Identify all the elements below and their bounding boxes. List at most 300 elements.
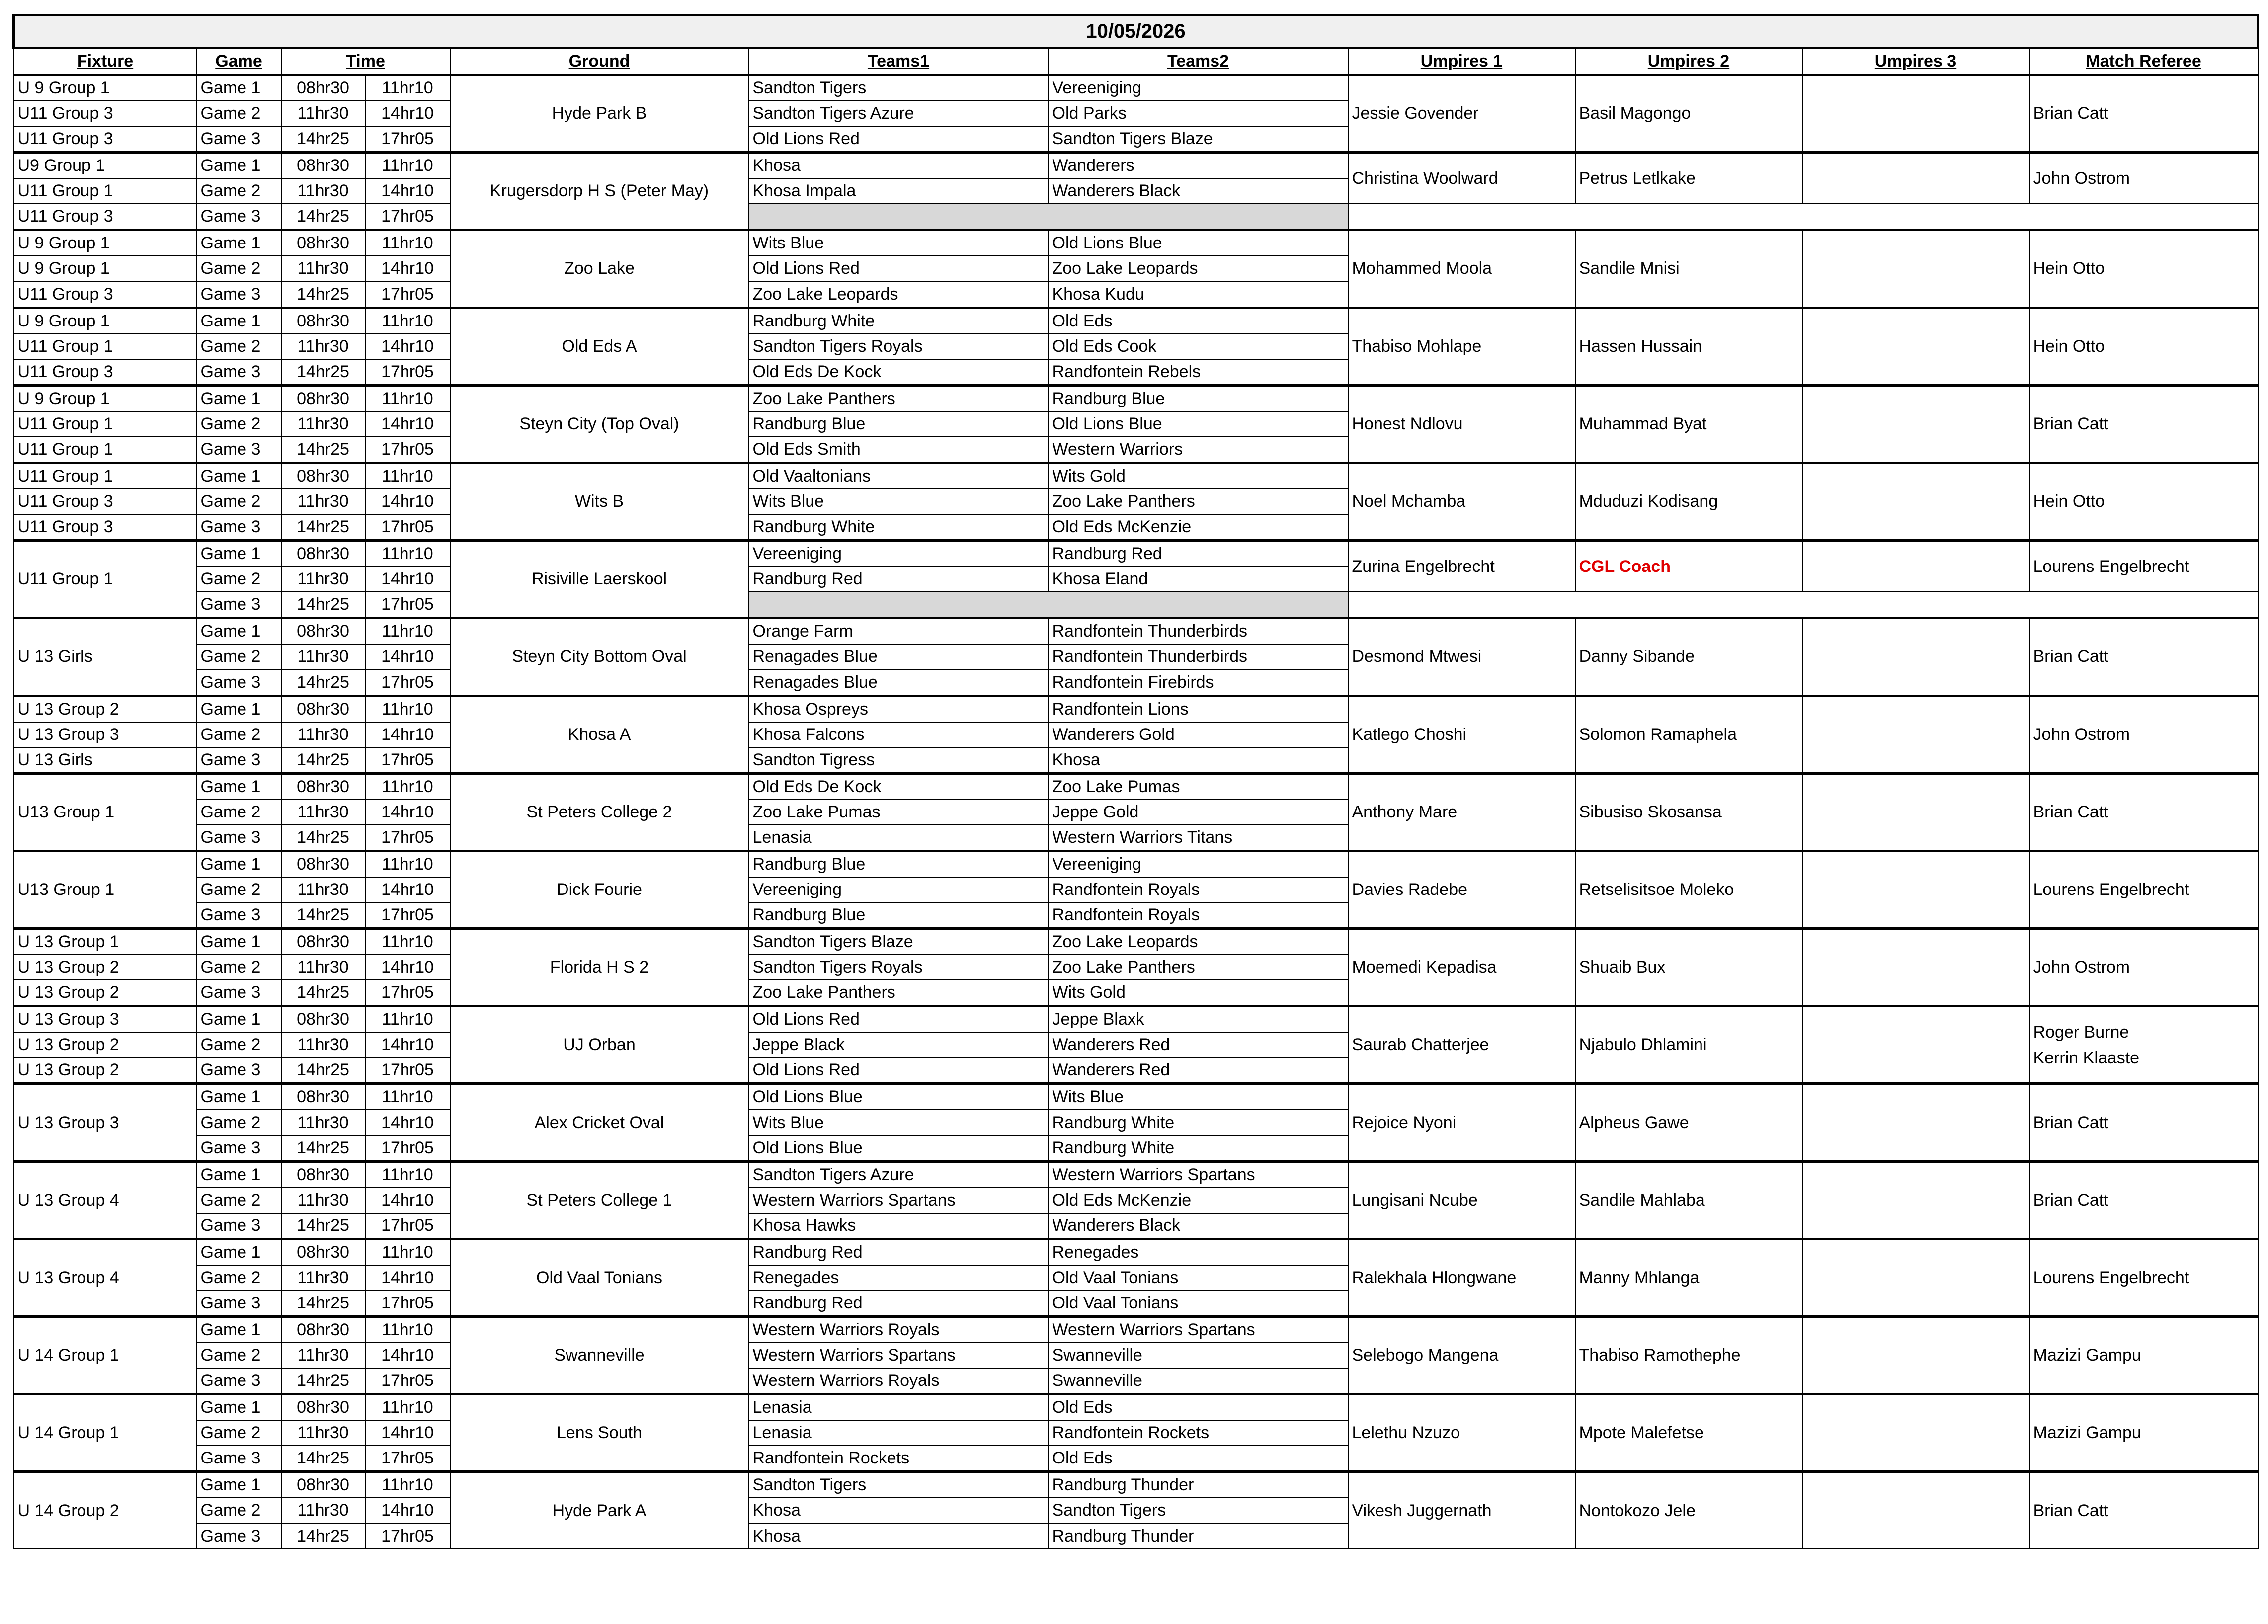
team2-cell: Randfontein Rebels xyxy=(1049,359,1348,386)
fixture-cell: U 14 Group 1 xyxy=(14,1317,197,1394)
team1-cell: Wits Blue xyxy=(749,1110,1049,1135)
team2-cell: Khosa Kudu xyxy=(1049,282,1348,308)
fixture-cell: U 13 Group 3 xyxy=(14,722,197,747)
umpire1-cell: Lelethu Nzuzo xyxy=(1348,1394,1575,1472)
team1-cell: Vereeniging xyxy=(749,877,1049,902)
team2-cell: Western Warriors xyxy=(1049,437,1348,463)
fixture-cell: U 13 Group 2 xyxy=(14,1057,197,1084)
game-cell: Game 1 xyxy=(197,1161,281,1188)
time-end-cell: 17hr05 xyxy=(365,126,450,153)
umpire1-cell: Rejoice Nyoni xyxy=(1348,1084,1575,1161)
time-start-cell: 08hr30 xyxy=(281,1394,365,1421)
game-cell: Game 3 xyxy=(197,359,281,386)
game-cell: Game 3 xyxy=(197,1291,281,1317)
umpire3-cell xyxy=(1802,1394,2029,1472)
game-cell: Game 3 xyxy=(197,1446,281,1472)
umpire2-cell: CGL Coach xyxy=(1575,541,1802,592)
fixture-cell: U11 Group 1 xyxy=(14,334,197,359)
team2-cell: Wanderers Black xyxy=(1049,178,1348,204)
table-row xyxy=(14,385,2258,411)
game-cell: Game 1 xyxy=(197,1084,281,1110)
team2-cell: Wanderers Red xyxy=(1049,1032,1348,1057)
team1-cell: Randburg White xyxy=(749,308,1049,334)
referee-cell: Mazizi Gampu xyxy=(2029,1394,2258,1472)
referee-cell: Lourens Engelbrecht xyxy=(2029,851,2258,928)
umpire1-cell: Saurab Chatterjee xyxy=(1348,1006,1575,1084)
time-end-cell: 11hr10 xyxy=(365,385,450,411)
time-end-cell: 17hr05 xyxy=(365,670,450,696)
fixture-cell: U 9 Group 1 xyxy=(14,308,197,334)
team1-cell: Sandton Tigers Royals xyxy=(749,955,1049,980)
team1-cell: Randburg Red xyxy=(749,1291,1049,1317)
team2-cell: Wanderers Black xyxy=(1049,1213,1348,1239)
game-cell: Game 2 xyxy=(197,101,281,126)
game-cell: Game 1 xyxy=(197,1317,281,1343)
time-start-cell: 14hr25 xyxy=(281,1136,365,1162)
game-cell: Game 1 xyxy=(197,153,281,179)
umpire3-cell xyxy=(1802,851,2029,928)
umpire2-cell: Nontokozo Jele xyxy=(1575,1472,1802,1549)
fixture-cell: U 13 Group 2 xyxy=(14,696,197,722)
team2-cell: Old Lions Blue xyxy=(1049,411,1348,437)
team1-cell: Sandton Tigress xyxy=(749,747,1049,774)
team2-cell: Old Eds McKenzie xyxy=(1049,514,1348,541)
referee-cell: John Ostrom xyxy=(2029,153,2258,204)
umpire1-cell: Lungisani Ncube xyxy=(1348,1161,1575,1239)
game-cell: Game 1 xyxy=(197,851,281,877)
time-end-cell: 14hr10 xyxy=(365,101,450,126)
ground-cell: Zoo Lake xyxy=(450,230,749,308)
time-end-cell: 14hr10 xyxy=(365,644,450,669)
team2-cell: Randfontein Royals xyxy=(1049,877,1348,902)
time-end-cell: 17hr05 xyxy=(365,1524,450,1549)
umpire1-cell: Noel Mchamba xyxy=(1348,463,1575,540)
team2-cell: Wanderers Gold xyxy=(1049,722,1348,747)
time-end-cell: 17hr05 xyxy=(365,1446,450,1472)
table-row xyxy=(14,1161,2258,1188)
team2-cell: Randburg Thunder xyxy=(1049,1472,1348,1498)
team1-cell: Old Lions Red xyxy=(749,126,1049,153)
fixture-cell: U 13 Group 2 xyxy=(14,980,197,1006)
umpire2-cell: Sandile Mahlaba xyxy=(1575,1161,1802,1239)
umpire1-cell: Christina Woolward xyxy=(1348,153,1575,204)
umpire3-cell xyxy=(1802,1239,2029,1316)
time-end-cell: 14hr10 xyxy=(365,567,450,592)
time-start-cell: 14hr25 xyxy=(281,514,365,541)
time-end-cell: 14hr10 xyxy=(365,1110,450,1135)
time-start-cell: 11hr30 xyxy=(281,1343,365,1368)
team1-cell: Zoo Lake Leopards xyxy=(749,282,1049,308)
team1-cell: Lenasia xyxy=(749,825,1049,851)
umpire3-cell xyxy=(1802,1317,2029,1394)
time-end-cell: 17hr05 xyxy=(365,1213,450,1239)
team1-cell: Khosa Ospreys xyxy=(749,696,1049,722)
game-cell: Game 3 xyxy=(197,1524,281,1549)
fixture-cell: U11 Group 3 xyxy=(14,282,197,308)
game-cell: Game 3 xyxy=(197,902,281,929)
team2-cell: Randburg White xyxy=(1049,1110,1348,1135)
team1-cell: Randfontein Rockets xyxy=(749,1446,1049,1472)
time-end-cell: 17hr05 xyxy=(365,1057,450,1084)
fixture-cell: U 9 Group 1 xyxy=(14,230,197,256)
fixture-cell: U13 Group 1 xyxy=(14,773,197,851)
fixture-cell: U11 Group 1 xyxy=(14,411,197,437)
column-header: Umpires 1 xyxy=(1348,48,1575,75)
team2-cell: Zoo Lake Pumas xyxy=(1049,773,1348,800)
time-end-cell: 14hr10 xyxy=(365,256,450,281)
umpire1-cell: Anthony Mare xyxy=(1348,773,1575,851)
team2-cell: Swanneville xyxy=(1049,1343,1348,1368)
umpire2-cell: Njabulo Dhlamini xyxy=(1575,1006,1802,1084)
column-header: Ground xyxy=(450,48,749,75)
time-end-cell: 14hr10 xyxy=(365,1265,450,1291)
team2-cell: Wanderers Red xyxy=(1049,1057,1348,1084)
time-start-cell: 11hr30 xyxy=(281,256,365,281)
team2-cell: Wits Gold xyxy=(1049,980,1348,1006)
umpire2-cell: Petrus Letlkake xyxy=(1575,153,1802,204)
team2-cell: Randburg White xyxy=(1049,1136,1348,1162)
team2-cell: Jeppe Gold xyxy=(1049,800,1348,825)
team1-cell: Old Eds De Kock xyxy=(749,359,1049,386)
team1-cell: Renegades xyxy=(749,1265,1049,1291)
team1-cell: Jeppe Black xyxy=(749,1032,1049,1057)
ground-cell: Florida H S 2 xyxy=(450,929,749,1006)
umpire3-cell xyxy=(1802,1161,2029,1239)
time-start-cell: 14hr25 xyxy=(281,1368,365,1394)
umpire1-cell: Katlego Choshi xyxy=(1348,696,1575,773)
team1-cell: Sandton Tigers Royals xyxy=(749,334,1049,359)
time-end-cell: 17hr05 xyxy=(365,514,450,541)
time-end-cell: 11hr10 xyxy=(365,618,450,645)
team1-cell: Khosa xyxy=(749,1524,1049,1549)
time-start-cell: 14hr25 xyxy=(281,1446,365,1472)
game-cell: Game 1 xyxy=(197,1239,281,1265)
team2-cell: Western Warriors Spartans xyxy=(1049,1317,1348,1343)
fixture-cell: U13 Group 1 xyxy=(14,851,197,928)
time-start-cell: 08hr30 xyxy=(281,308,365,334)
umpire3-cell xyxy=(1802,541,2029,592)
header-row xyxy=(14,48,2258,75)
umpire2-cell: Alpheus Gawe xyxy=(1575,1084,1802,1161)
umpire3-cell xyxy=(1802,153,2029,204)
empty-official-cell xyxy=(1348,592,2258,618)
team2-cell: Zoo Lake Leopards xyxy=(1049,929,1348,955)
ground-cell: Steyn City Bottom Oval xyxy=(450,618,749,696)
time-end-cell: 11hr10 xyxy=(365,696,450,722)
game-cell: Game 2 xyxy=(197,800,281,825)
umpire2-cell: Sandile Mnisi xyxy=(1575,230,1802,308)
sheet-title: 10/05/2026 xyxy=(14,15,2258,48)
team1-cell: Old Lions Red xyxy=(749,256,1049,281)
time-start-cell: 08hr30 xyxy=(281,1472,365,1498)
fixture-rows xyxy=(14,75,2258,1549)
team2-cell: Renegades xyxy=(1049,1239,1348,1265)
time-end-cell: 11hr10 xyxy=(365,75,450,101)
umpire2-cell: Basil Magongo xyxy=(1575,75,1802,153)
game-cell: Game 3 xyxy=(197,437,281,463)
team2-cell: Old Eds xyxy=(1049,308,1348,334)
game-cell: Game 2 xyxy=(197,1420,281,1446)
umpire1-cell: Moemedi Kepadisa xyxy=(1348,929,1575,1006)
umpire1-cell: Ralekhala Hlongwane xyxy=(1348,1239,1575,1316)
team2-cell: Randfontein Firebirds xyxy=(1049,670,1348,696)
game-cell: Game 3 xyxy=(197,825,281,851)
fixture-cell: U 14 Group 1 xyxy=(14,1394,197,1472)
umpire3-cell xyxy=(1802,773,2029,851)
fixture-cell: U11 Group 3 xyxy=(14,126,197,153)
referee-name: Roger Burne xyxy=(2033,1022,2129,1042)
game-cell: Game 2 xyxy=(197,1498,281,1523)
time-end-cell: 11hr10 xyxy=(365,929,450,955)
team1-cell: Old Lions Red xyxy=(749,1006,1049,1033)
game-cell: Game 1 xyxy=(197,618,281,645)
time-start-cell: 08hr30 xyxy=(281,1239,365,1265)
game-cell: Game 3 xyxy=(197,514,281,541)
team2-cell: Old Parks xyxy=(1049,101,1348,126)
fixture-cell: U11 Group 3 xyxy=(14,204,197,230)
time-end-cell: 11hr10 xyxy=(365,230,450,256)
ground-cell: Swanneville xyxy=(450,1317,749,1394)
time-start-cell: 08hr30 xyxy=(281,929,365,955)
team1-cell: Randburg Blue xyxy=(749,902,1049,929)
umpire2-cell: Manny Mhlanga xyxy=(1575,1239,1802,1316)
time-end-cell: 14hr10 xyxy=(365,955,450,980)
game-cell: Game 2 xyxy=(197,877,281,902)
time-start-cell: 11hr30 xyxy=(281,1110,365,1135)
game-cell: Game 2 xyxy=(197,1265,281,1291)
team1-cell: Sandton Tigers Azure xyxy=(749,1161,1049,1188)
fixture-cell: U11 Group 1 xyxy=(14,437,197,463)
fixture-table xyxy=(12,14,2259,1549)
time-end-cell: 14hr10 xyxy=(365,800,450,825)
time-start-cell: 11hr30 xyxy=(281,411,365,437)
fixture-cell: U 13 Group 2 xyxy=(14,1032,197,1057)
ground-cell: UJ Orban xyxy=(450,1006,749,1084)
fixture-cell: U 13 Girls xyxy=(14,618,197,696)
time-end-cell: 17hr05 xyxy=(365,747,450,774)
game-cell: Game 3 xyxy=(197,1136,281,1162)
umpire3-cell xyxy=(1802,1084,2029,1161)
time-end-cell: 14hr10 xyxy=(365,1420,450,1446)
table-row xyxy=(14,696,2258,722)
team1-cell: Zoo Lake Panthers xyxy=(749,385,1049,411)
ground-cell: Khosa A xyxy=(450,696,749,773)
referee-cell: Hein Otto xyxy=(2029,463,2258,540)
time-start-cell: 14hr25 xyxy=(281,1057,365,1084)
team1-cell: Khosa Hawks xyxy=(749,1213,1049,1239)
time-end-cell: 11hr10 xyxy=(365,1317,450,1343)
table-row xyxy=(14,230,2258,256)
team1-cell: Western Warriors Spartans xyxy=(749,1188,1049,1213)
column-header: Game xyxy=(197,48,281,75)
time-start-cell: 11hr30 xyxy=(281,1032,365,1057)
team1-cell: Old Eds Smith xyxy=(749,437,1049,463)
table-row xyxy=(14,1472,2258,1498)
game-cell: Game 1 xyxy=(197,1394,281,1421)
team2-cell: Randburg Thunder xyxy=(1049,1524,1348,1549)
team1-cell: Lenasia xyxy=(749,1394,1049,1421)
game-cell: Game 1 xyxy=(197,696,281,722)
umpire3-cell xyxy=(1802,75,2029,153)
ground-cell: Lens South xyxy=(450,1394,749,1472)
time-start-cell: 08hr30 xyxy=(281,696,365,722)
table-row xyxy=(14,463,2258,489)
team2-cell: Old Eds Cook xyxy=(1049,334,1348,359)
team1-cell: Sandton Tigers xyxy=(749,75,1049,101)
fixture-cell: U11 Group 3 xyxy=(14,514,197,541)
time-start-cell: 11hr30 xyxy=(281,955,365,980)
time-start-cell: 08hr30 xyxy=(281,618,365,645)
umpire1-cell: Desmond Mtwesi xyxy=(1348,618,1575,696)
fixture-cell: U 13 Group 1 xyxy=(14,929,197,955)
team2-cell: Khosa Eland xyxy=(1049,567,1348,592)
column-header: Umpires 2 xyxy=(1575,48,1802,75)
team1-cell: Vereeniging xyxy=(749,541,1049,567)
time-start-cell: 14hr25 xyxy=(281,980,365,1006)
time-end-cell: 11hr10 xyxy=(365,541,450,567)
game-cell: Game 1 xyxy=(197,463,281,489)
referee-cell: Brian Catt xyxy=(2029,1084,2258,1161)
referee-cell: Brian Catt xyxy=(2029,385,2258,463)
referee-cell: Brian Catt xyxy=(2029,75,2258,153)
referee-cell: Lourens Engelbrecht xyxy=(2029,541,2258,592)
team1-cell: Old Lions Blue xyxy=(749,1136,1049,1162)
game-cell: Game 2 xyxy=(197,1343,281,1368)
time-end-cell: 14hr10 xyxy=(365,877,450,902)
table-row xyxy=(14,773,2258,800)
fixture-cell: U11 Group 3 xyxy=(14,489,197,514)
time-start-cell: 14hr25 xyxy=(281,437,365,463)
ground-cell: Old Vaal Tonians xyxy=(450,1239,749,1316)
game-cell: Game 1 xyxy=(197,230,281,256)
time-start-cell: 14hr25 xyxy=(281,902,365,929)
game-cell: Game 1 xyxy=(197,75,281,101)
time-end-cell: 17hr05 xyxy=(365,204,450,230)
fixture-cell: U 13 Girls xyxy=(14,747,197,774)
table-row xyxy=(14,204,2258,230)
game-cell: Game 2 xyxy=(197,489,281,514)
table-row xyxy=(14,1084,2258,1110)
column-header: Teams2 xyxy=(1049,48,1348,75)
time-end-cell: 17hr05 xyxy=(365,980,450,1006)
team2-cell: Western Warriors Spartans xyxy=(1049,1161,1348,1188)
time-start-cell: 14hr25 xyxy=(281,282,365,308)
fixture-cell: U11 Group 1 xyxy=(14,463,197,489)
fixture-cell: U 9 Group 1 xyxy=(14,75,197,101)
ground-cell: Hyde Park B xyxy=(450,75,749,153)
team2-cell: Old Vaal Tonians xyxy=(1049,1291,1348,1317)
game-cell: Game 2 xyxy=(197,644,281,669)
fixture-cell: U 9 Group 1 xyxy=(14,385,197,411)
time-start-cell: 08hr30 xyxy=(281,1161,365,1188)
time-end-cell: 14hr10 xyxy=(365,1032,450,1057)
time-end-cell: 14hr10 xyxy=(365,722,450,747)
team1-cell: Sandton Tigers Azure xyxy=(749,101,1049,126)
time-end-cell: 14hr10 xyxy=(365,411,450,437)
fixture-cell: U 9 Group 1 xyxy=(14,256,197,281)
fixture-cell: U11 Group 3 xyxy=(14,359,197,386)
team1-cell: Orange Farm xyxy=(749,618,1049,645)
umpire2-cell: Mpote Malefetse xyxy=(1575,1394,1802,1472)
team1-cell: Wits Blue xyxy=(749,230,1049,256)
team1-cell: Old Vaaltonians xyxy=(749,463,1049,489)
umpire3-cell xyxy=(1802,929,2029,1006)
team2-cell: Old Lions Blue xyxy=(1049,230,1348,256)
time-start-cell: 14hr25 xyxy=(281,126,365,153)
game-cell: Game 1 xyxy=(197,929,281,955)
team1-cell: Western Warriors Royals xyxy=(749,1317,1049,1343)
empty-match-cell xyxy=(749,592,1348,618)
time-start-cell: 14hr25 xyxy=(281,1213,365,1239)
time-start-cell: 11hr30 xyxy=(281,1188,365,1213)
time-end-cell: 17hr05 xyxy=(365,437,450,463)
team2-cell: Randfontein Rockets xyxy=(1049,1420,1348,1446)
time-end-cell: 11hr10 xyxy=(365,851,450,877)
team2-cell: Old Vaal Tonians xyxy=(1049,1265,1348,1291)
umpire2-cell: Hassen Hussain xyxy=(1575,308,1802,385)
team1-cell: Khosa Falcons xyxy=(749,722,1049,747)
umpire1-cell: Selebogo Mangena xyxy=(1348,1317,1575,1394)
time-start-cell: 08hr30 xyxy=(281,541,365,567)
team2-cell: Sandton Tigers Blaze xyxy=(1049,126,1348,153)
time-start-cell: 14hr25 xyxy=(281,1524,365,1549)
game-cell: Game 2 xyxy=(197,334,281,359)
table-row xyxy=(14,541,2258,567)
table-row xyxy=(14,929,2258,955)
team2-cell: Old Eds xyxy=(1049,1394,1348,1421)
team2-cell: Randfontein Lions xyxy=(1049,696,1348,722)
umpire2-cell: Danny Sibande xyxy=(1575,618,1802,696)
team2-cell: Wits Gold xyxy=(1049,463,1348,489)
time-start-cell: 11hr30 xyxy=(281,101,365,126)
fixture-cell: U11 Group 1 xyxy=(14,178,197,204)
team2-cell: Zoo Lake Leopards xyxy=(1049,256,1348,281)
time-start-cell: 11hr30 xyxy=(281,800,365,825)
umpire2-cell: Sibusiso Skosansa xyxy=(1575,773,1802,851)
team2-cell: Western Warriors Titans xyxy=(1049,825,1348,851)
team1-cell: Khosa Impala xyxy=(749,178,1049,204)
ground-cell: St Peters College 2 xyxy=(450,773,749,851)
table-row xyxy=(14,75,2258,101)
time-end-cell: 17hr05 xyxy=(365,1291,450,1317)
time-start-cell: 14hr25 xyxy=(281,825,365,851)
team2-cell: Vereeniging xyxy=(1049,75,1348,101)
game-cell: Game 3 xyxy=(197,670,281,696)
referee-cell: Brian Catt xyxy=(2029,1161,2258,1239)
game-cell: Game 2 xyxy=(197,722,281,747)
ground-cell: Alex Cricket Oval xyxy=(450,1084,749,1161)
team2-cell: Randburg Red xyxy=(1049,541,1348,567)
game-cell: Game 3 xyxy=(197,282,281,308)
referee-cell: Brian Catt xyxy=(2029,1472,2258,1549)
referee-cell: Hein Otto xyxy=(2029,230,2258,308)
team1-cell: Renagades Blue xyxy=(749,670,1049,696)
time-start-cell: 08hr30 xyxy=(281,385,365,411)
referee-cell: Hein Otto xyxy=(2029,308,2258,385)
umpire3-cell xyxy=(1802,463,2029,540)
time-end-cell: 14hr10 xyxy=(365,1188,450,1213)
team2-cell: Wanderers xyxy=(1049,153,1348,179)
team1-cell: Renagades Blue xyxy=(749,644,1049,669)
team2-cell: Randburg Blue xyxy=(1049,385,1348,411)
team1-cell: Randburg Red xyxy=(749,567,1049,592)
game-cell: Game 3 xyxy=(197,747,281,774)
fixture-cell: U 13 Group 4 xyxy=(14,1239,197,1316)
umpire1-cell: Zurina Engelbrecht xyxy=(1348,541,1575,592)
column-header: Time xyxy=(281,48,450,75)
umpire3-cell xyxy=(1802,230,2029,308)
game-cell: Game 2 xyxy=(197,411,281,437)
